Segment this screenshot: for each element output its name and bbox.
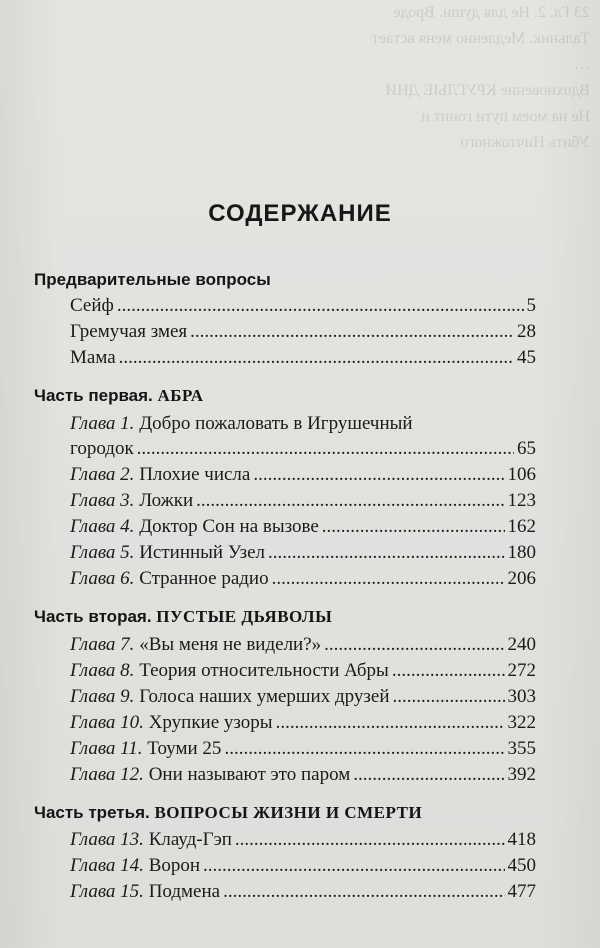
chapter-number: Глава 8.	[70, 660, 135, 681]
dot-leader	[272, 568, 505, 590]
part-prefix: Часть вторая.	[34, 607, 152, 626]
bleed-line: 23 Гл. 2. Не для души. Вроде	[393, 4, 590, 21]
dot-leader	[276, 712, 505, 734]
dot-leader	[203, 855, 504, 877]
toc-entry[interactable]	[70, 738, 536, 760]
chapter-number: Глава 14.	[70, 855, 144, 876]
toc-entry-title: городок	[70, 438, 134, 459]
toc-entry-title: Мама	[70, 347, 116, 368]
bleed-through-text	[330, 0, 590, 200]
toc-entry-title: Плохие числа	[139, 464, 251, 485]
dot-leader	[253, 464, 504, 486]
toc-entry-title: Странное радио	[139, 568, 269, 589]
toc-entry[interactable]	[70, 516, 536, 538]
toc-entry[interactable]	[70, 764, 536, 786]
section-heading-part-three	[34, 803, 422, 823]
bleed-line: Вдохновение КРУГЛЫЕ ДНИ	[385, 82, 590, 99]
dot-leader	[224, 738, 504, 760]
page-number: 45	[517, 347, 536, 368]
toc-entry[interactable]	[70, 712, 536, 734]
toc-entry-title: Голоса наших умерших друзей	[139, 686, 390, 707]
page-number: 28	[517, 321, 536, 342]
chapter-number: Глава 3.	[70, 490, 135, 511]
dot-leader	[324, 634, 504, 656]
dot-leader	[117, 295, 524, 317]
page-number: 303	[507, 686, 536, 707]
page-number: 477	[507, 881, 536, 902]
section-heading-preliminary: Предварительные вопросы	[34, 270, 271, 289]
part-prefix: Часть третья.	[34, 803, 150, 822]
page-number: 5	[526, 295, 536, 316]
toc-entry-title: Доктор Сон на вызове	[139, 516, 319, 537]
bleed-line: …	[574, 56, 590, 73]
toc-entry-title: Теория относительности Абры	[139, 660, 389, 681]
chapter-number: Глава 11.	[70, 738, 143, 759]
page-number: 106	[507, 464, 536, 485]
toc-entry[interactable]	[70, 295, 536, 317]
part-name: ВОПРОСЫ ЖИЗНИ И СМЕРТИ	[154, 803, 423, 822]
chapter-number: Глава 6.	[70, 568, 135, 589]
bleed-line: Убить Ничтожного	[460, 134, 590, 151]
toc-entry-title: Ложки	[139, 490, 194, 511]
page-number: 392	[507, 764, 536, 785]
chapter-number: Глава 2.	[70, 464, 135, 485]
toc-entry[interactable]	[70, 542, 536, 564]
toc-entry-title: Истинный Узел	[139, 542, 266, 563]
chapter-number: Глава 15.	[70, 881, 144, 902]
page-number: 322	[507, 712, 536, 733]
page-number: 450	[507, 855, 536, 876]
chapter-number: Глава 4.	[70, 516, 135, 537]
dot-leader	[137, 438, 514, 460]
page-number: 180	[507, 542, 536, 563]
toc-entry-title: Гремучая змея	[70, 321, 188, 342]
toc-entry-title-line1: Добро пожаловать в Игрушечный	[139, 413, 413, 434]
dot-leader	[353, 764, 504, 786]
chapter-number: Глава 10.	[70, 712, 144, 733]
chapter-number: Глава 1.	[70, 413, 135, 434]
dot-leader	[392, 660, 505, 682]
toc-entry[interactable]	[70, 686, 536, 708]
chapter-number: Глава 7.	[70, 634, 135, 655]
toc-entry-title: Ворон	[148, 855, 201, 876]
section-heading-part-one	[34, 386, 204, 406]
toc-entry-title: Подмена	[148, 881, 221, 902]
dot-leader	[119, 347, 514, 369]
bleed-line: Тальник. Медленно меня встает	[371, 30, 590, 47]
dot-leader	[322, 516, 505, 538]
toc-entry[interactable]	[70, 438, 536, 460]
part-name: АБРА	[157, 386, 204, 405]
toc-entry[interactable]	[70, 855, 536, 877]
page-number: 272	[507, 660, 536, 681]
toc-entry-title: Хрупкие узоры	[148, 712, 273, 733]
toc-entry-first-line[interactable]	[70, 413, 413, 435]
chapter-number: Глава 5.	[70, 542, 135, 563]
toc-entry[interactable]	[70, 490, 536, 512]
bleed-line: Не на моем пути гонит и	[421, 108, 590, 125]
dot-leader	[190, 321, 514, 343]
chapter-number: Глава 13.	[70, 829, 144, 850]
page-number: 355	[507, 738, 536, 759]
part-prefix: Часть первая.	[34, 386, 153, 405]
dot-leader	[268, 542, 504, 564]
toc-entry[interactable]	[70, 464, 536, 486]
page-number: 206	[507, 568, 536, 589]
dot-leader	[223, 881, 504, 903]
toc-entry[interactable]	[70, 321, 536, 343]
page-number: 65	[517, 438, 536, 459]
toc-entry-title: Они называют это паром	[148, 764, 351, 785]
dot-leader	[392, 686, 504, 708]
toc-entry[interactable]	[70, 634, 536, 656]
chapter-number: Глава 12.	[70, 764, 144, 785]
dot-leader	[235, 829, 505, 851]
toc-entry[interactable]	[70, 881, 536, 903]
section-heading-part-two	[34, 607, 332, 627]
page-title: СОДЕРЖАНИЕ	[208, 200, 392, 227]
dot-leader	[196, 490, 504, 512]
part-name: ПУСТЫЕ ДЬЯВОЛЫ	[156, 607, 333, 626]
page-number: 240	[507, 634, 536, 655]
toc-entry-title: Клауд-Гэп	[148, 829, 232, 850]
toc-entry-title: Сейф	[70, 295, 114, 316]
chapter-number: Глава 9.	[70, 686, 135, 707]
toc-entry[interactable]	[70, 347, 536, 369]
toc-entry[interactable]	[70, 660, 536, 682]
page-number: 162	[507, 516, 536, 537]
page-number: 123	[507, 490, 536, 511]
toc-entry[interactable]	[70, 829, 536, 851]
toc-entry[interactable]	[70, 568, 536, 590]
toc-entry-title: «Вы меня не видели?»	[139, 634, 322, 655]
toc-entry-title: Тоуми 25	[147, 738, 222, 759]
page-number: 418	[507, 829, 536, 850]
